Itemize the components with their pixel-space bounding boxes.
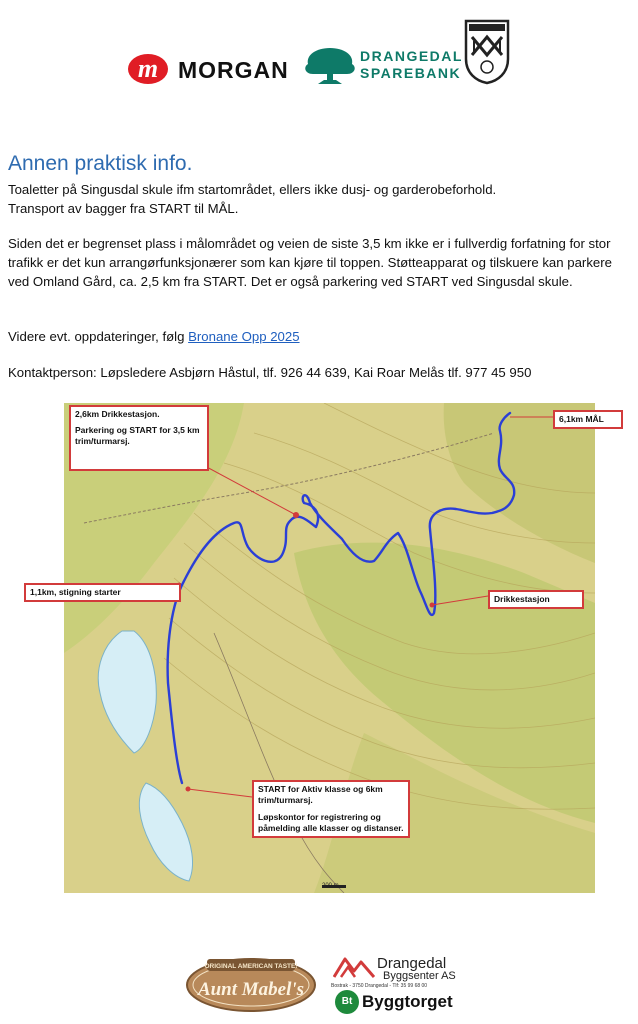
info-paragraph-transport: Transport av bagger fra START til MÅL. [8,201,239,216]
drangedal-sparebank-line2: SPAREBANK [360,65,462,81]
byggtorget-name: Byggtorget [362,992,453,1011]
info-paragraph-toilets: Toaletter på Singusdal skule ifm startområdet, ellers ikke dusj- og garderobeforhold. [8,182,497,197]
callout-drink-station-2: Drikkestasjon [488,590,584,609]
info-paragraph-updates [8,327,633,346]
morgan-logo-mark: m [128,54,168,84]
info-paragraph-parking: Siden det er begrenset plass i målområdet og veien de siste 3,5 km ikke er i fullverdig forfatning for stor trafikk er det kun arrangørfunksjonærer som kan kjøre til toppen. Støtteapparat og tilskuere kan parkere ved Omland Gård, ca. 2,5 km fra START. Det er også parkering ved START ved Singusdal skule. [8,236,612,289]
drangedal-sparebank-line1: DRANGEDAL [360,48,463,64]
club-crest-icon [464,19,510,85]
updates-prefix: Videre evt. oppdateringer, følg [8,329,189,344]
info-paragraph-contact: Kontaktperson: Løpsledere Asbjørn Håstul, tlf. 926 44 639, Kai Roar Melås tlf. 977 45 950 [8,365,532,380]
byggtorget-mark-icon: Bt [335,990,359,1014]
aunt-mabels-logo [185,953,317,1013]
byggsenter-name: Drangedal [377,955,447,972]
callout-start [252,780,410,838]
map-scale-label: 200 m [322,883,339,889]
callout-drink-station-1 [69,405,209,471]
section-heading: Annen praktisk info. [8,152,193,175]
byggsenter-suffix: Byggsenter AS [383,970,456,982]
bronane-opp-link[interactable]: Bronane Opp 2025 [188,329,300,344]
callout-finish: 6,1km MÅL [553,410,623,429]
aunt-mabels-tagline: ORIGINAL AMERICAN TASTE! [204,963,298,970]
start-body: Løpskontor for registrering og påmelding alle klasser og distanser. [258,812,404,833]
callout-climb-start: 1,1km, stigning starter [24,583,181,602]
byggsenter-mountain-icon [333,955,375,979]
morgan-logo-text: MORGAN [178,57,289,83]
drangedal-sparebank-tree-icon [302,46,358,86]
aunt-mabels-name: Aunt Mabel's [197,979,305,1000]
byggsenter-address: Bostrak - 3750 Drangedal - Tlf: 35 99 68 00 [331,983,428,989]
drink-station-1-title: 2,6km Drikkestasjon. [75,409,160,419]
start-title: START for Aktiv klasse og 6km trim/turmarsj. [258,784,383,805]
drink-station-1-body: Parkering og START for 3,5 km trim/turmarsj. [75,425,200,446]
